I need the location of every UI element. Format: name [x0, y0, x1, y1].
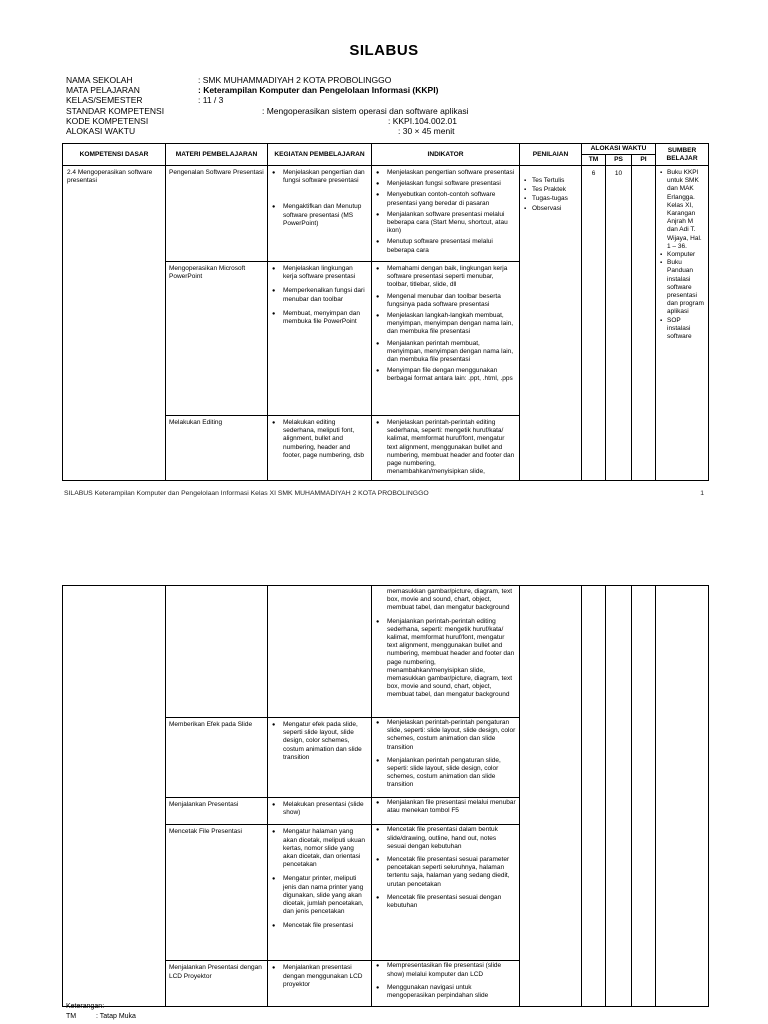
kegiatan-item: ● Melakukan presentasi (slide show): [271, 801, 368, 817]
identity-label: KELAS/SEMESTER: [66, 95, 143, 106]
kegiatan-item: ● Menjelaskan pengertian dan fungsi software presentasi: [271, 169, 368, 185]
indikator-item: ● Menjalankan software presentasi melalui beberapa cara (Start Menu, shortcut, atau ikon): [375, 211, 516, 236]
notes-tm-value: : Tatap Muka: [96, 1013, 136, 1020]
indikator-item: ● Menjelaskan perintah-perintah pengaturan slide, seperti: slide layout, slide design, color schemes, costum animation dan slide transition: [375, 719, 516, 752]
header-alokasi-waktu: ALOKASI WAKTU: [582, 144, 656, 155]
materi-text: Mengoperasikan Microsoft PowerPoint: [169, 265, 246, 281]
document-title: SILABUS: [349, 42, 419, 59]
materi-cell: [166, 416, 268, 481]
ps-cell: [606, 586, 632, 1007]
kegiatan-item: ● Membuat, menyimpan dan membuka file PowerPoint: [271, 310, 368, 326]
identity-label: KODE KOMPETENSI: [66, 115, 149, 126]
kegiatan-cell: [268, 416, 372, 481]
indikator-cell: [372, 961, 520, 1007]
identity-label: NAMA SEKOLAH: [66, 75, 133, 85]
indikator-cell: [372, 166, 520, 262]
indikator-item: ● Mencetak file presentasi dalam bentuk slide/drawing, outline, hand out, notes sesuai dengan kebutuhan: [375, 826, 516, 851]
indikator-item: ● Menggunakan navigasi untuk mengoperasikan perpindahan slide: [375, 984, 516, 1000]
identity-value: : Mengoperasikan sistem operasi dan software aplikasi: [262, 105, 469, 116]
indikator-item: ● Menjelaskan langkah-langkah membuat, menyimpan, menyimpan dengan nama lain, dan membuka file presentasi: [375, 312, 516, 337]
indikator-list: [375, 263, 516, 384]
table-row: [63, 166, 709, 262]
header-ps: PS: [606, 155, 632, 166]
page-gap: [0, 512, 768, 570]
kegiatan-list: [271, 826, 368, 930]
identity-value: : Keterampilan Komputer dan Pengelolaan Informasi (KKPI): [198, 85, 439, 96]
sumber-belajar-cell: [656, 166, 709, 481]
indikator-list: [375, 962, 516, 1000]
indikator-list: [375, 167, 516, 255]
sumber-belajar-cell: [656, 586, 709, 1007]
kegiatan-cell: [268, 262, 372, 416]
sumber-list: [659, 167, 705, 341]
materi-cell: [166, 798, 268, 825]
kegiatan-cell: [268, 961, 372, 1007]
pi-cell: [632, 586, 656, 1007]
kegiatan-item: ● Menjalankan presentasi dengan menggunakan LCD proyektor: [271, 964, 368, 989]
penilaian-item: ▪ Tes Tertulis: [523, 177, 578, 185]
kegiatan-item: ● Mengaktifkan dan Menutup software presentasi (MS PowerPoint): [271, 203, 368, 228]
notes-tm-label: TM: [66, 1013, 77, 1020]
indikator-item: ● Menjalankan file presentasi melalui menubar atau menekan tombol F5: [375, 799, 516, 815]
kegiatan-item: ● Memperkenalkan fungsi dari menubar dan toolbar: [271, 287, 368, 303]
materi-text: Menjalankan Presentasi dengan LCD Proyektor: [169, 964, 262, 980]
kompetensi-dasar-cell: [63, 166, 166, 481]
indikator-cell: [372, 825, 520, 961]
kegiatan-cell: [268, 798, 372, 825]
materi-cell: [166, 262, 268, 416]
indikator-cell: [372, 262, 520, 416]
identity-value: : SMK MUHAMMADIYAH 2 KOTA PROBOLINGGO: [198, 75, 392, 85]
materi-text: Pengenalan Software Presentasi: [169, 169, 264, 176]
tm-value: 6: [582, 166, 606, 481]
materi-cell: [166, 166, 268, 262]
table-row: [63, 586, 709, 718]
kegiatan-item: ● Mengatur printer, meliputi jenis dan nama printer yang digunakan, slide yang akan dicetak, jumlah pencetakan, dan jenis pencetakan: [271, 875, 368, 916]
kegiatan-item: ● Mengatur efek pada slide, seperti slide layout, slide design, color schemes, costum animation dan slide transition: [271, 721, 368, 762]
kegiatan-item: ● Melakukan editing sederhana, meliputi font, alignment, bullet and numbering, header and footer, page numbering, dsb: [271, 419, 368, 460]
kegiatan-list: [271, 417, 368, 460]
kegiatan-item: ● Menjelaskan lingkungan kerja software presentasi: [271, 265, 368, 281]
sumber-item: ▪ Komputer: [659, 251, 705, 259]
penilaian-item: ▪ Tugas-tugas: [523, 195, 578, 203]
sumber-item: ▪ Buku Panduan instalasi software presentasi dan program aplikasi: [659, 259, 705, 316]
header-materi: MATERI PEMBELAJARAN: [166, 144, 268, 166]
notes-title: Keterangan:: [66, 1003, 105, 1010]
kompetensi-dasar-text: 2.4 Mengoperasikan software presentasi: [67, 169, 153, 185]
header-kompetensi-dasar: KOMPETENSI DASAR: [63, 144, 166, 166]
pi-value: [632, 166, 656, 481]
indikator-item: ● Mencetak file presentasi sesuai parameter pencetakan seperti seluruhnya, halaman tertentu saja, halaman yang sedang diedit, urutan pencetakan: [375, 856, 516, 889]
identity-label: MATA PELAJARAN: [66, 85, 140, 96]
footer-text: SILABUS Keterampilan Komputer dan Pengelolaan Informasi Kelas XI SMK MUHAMMADIYAH 2 KOTA PROBOLINGGO: [64, 490, 429, 497]
sumber-item: ▪ Buku KKPI untuk SMK dan MAK Erlangga. Kelas XI, Karangan Anjrah M dan Adi T. Wijaya, Hal. 1 – 36.: [659, 169, 705, 251]
kegiatan-cell: [268, 166, 372, 262]
kegiatan-cell: [268, 825, 372, 961]
syllabus-table-page-2: [62, 585, 709, 1007]
indikator-list: [375, 826, 516, 910]
indikator-item: ● Menjalankan perintah-perintah editing sederhana, seperti: mengetik huruf/kata/ kalimat, memformat huruf/font, mengatur text alignment, menggunakan bullet and numbering, membuat header and footer dan page numbering, menambahkan/menyisipkan slide, memasukkan gambar/picture, diagram, text box, movie and sound, chart, object, membuat tabel, dan mengatur background: [375, 618, 516, 700]
materi-cell: [166, 825, 268, 961]
indikator-item: ● Menjelaskan perintah-perintah editing sederhana, seperti: mengetik huruf/kata/ kalimat, memformat huruf/font, mengatur text alignment, menggunakan bullet and numbering, membuat header and footer dan page numbering, menambahkan/menyisipkan slide,: [375, 419, 516, 476]
indikator-item: ● Menjelaskan fungsi software presentasi: [375, 180, 516, 188]
kegiatan-list: [271, 962, 368, 989]
header-kegiatan: KEGIATAN PEMBELAJARAN: [268, 144, 372, 166]
ps-value: 10: [606, 166, 632, 481]
header-penilaian: PENILAIAN: [520, 144, 582, 166]
penilaian-cell: [520, 586, 582, 1007]
indikator-list: [375, 799, 516, 815]
kegiatan-item: ● Mengatur halaman yang akan dicetak, meliputi ukuan kertas, nomor slide yang akan dicetak, dan orientasi pencetakan: [271, 828, 368, 869]
identity-label: ALOKASI WAKTU: [66, 125, 136, 136]
kegiatan-list: [271, 719, 368, 762]
materi-text: Menjalankan Presentasi: [169, 801, 239, 808]
notes-block: [66, 1002, 136, 1022]
page-2: [0, 570, 768, 1024]
materi-text: Melakukan Editing: [169, 419, 223, 426]
indikator-item: ● Memahami dengan baik, lingkungan kerja software presentasi seperti menubar, toolbar, titlebar, slide, dll: [375, 265, 516, 290]
materi-text: Mencetak File Presentasi: [169, 828, 242, 836]
indikator-item: ● Mengenal menubar dan toolbar beserta fungsinya pada software presentasi: [375, 293, 516, 309]
identity-label: STANDAR KOMPETENSI: [66, 105, 165, 116]
indikator-list: [375, 417, 516, 476]
materi-cell: [166, 586, 268, 718]
sumber-item: ▪ SOP instalasi software: [659, 317, 705, 342]
kegiatan-item: ● Mencetak file presentasi: [271, 922, 368, 930]
header-sumber-belajar: SUMBER BELAJAR: [656, 144, 709, 166]
indikator-item: ● Menjalankan perintah membuat, menyimpan, menyimpan dengan nama lain, dan membuka file presentasi: [375, 340, 516, 365]
penilaian-cell: [520, 166, 582, 481]
indikator-item: ● Menjelaskan pengertian software presentasi: [375, 169, 516, 177]
indikator-item: ● Mempresentasikan file presentasi (slide show) melalui komputer dan LCD: [375, 962, 516, 978]
kegiatan-list: [271, 263, 368, 326]
indikator-cell: [372, 718, 520, 798]
kompetensi-dasar-cell: [63, 586, 166, 1007]
penilaian-item: ▪ Observasi: [523, 205, 578, 213]
kegiatan-cell: [268, 718, 372, 798]
header-indikator: INDIKATOR: [372, 144, 520, 166]
indikator-cell: [372, 416, 520, 481]
kegiatan-list: [271, 799, 368, 817]
identity-value: : KKPI.104.002.01: [388, 115, 457, 126]
syllabus-table-page-1: [62, 143, 709, 481]
page-number: 1: [700, 490, 704, 497]
tm-cell: [582, 586, 606, 1007]
identity-value: : 30 × 45 menit: [398, 125, 455, 136]
identity-value: : 11 / 3: [198, 95, 224, 106]
indikator-cell: [372, 586, 520, 718]
materi-cell: [166, 718, 268, 798]
indikator-item: ● Mencetak file presentasi sesuai dengan kebutuhan: [375, 894, 516, 910]
indikator-item: ● Menyimpan file dengan menggunakan berbagai format antara lain: .ppt, .html, .pps: [375, 367, 516, 383]
header-tm: TM: [582, 155, 606, 166]
penilaian-list: [523, 167, 578, 213]
indikator-item: ● Menyebutkan contoh-contoh software presentasi yang beredar di pasaran: [375, 191, 516, 207]
page-footer: [64, 490, 704, 497]
materi-text: Memberikan Efek pada Slide: [169, 721, 253, 728]
indikator-item: ● Menjalankan perintah pengaturan slide, seperti: slide layout, slide design, color schemes, costum animation dan slide transition: [375, 757, 516, 790]
indikator-list: [375, 618, 516, 700]
indikator-item: ● Menutup software presentasi melalui beberapa cara: [375, 238, 516, 254]
penilaian-item: ▪ Tes Praktek: [523, 186, 578, 194]
kegiatan-list: [271, 167, 368, 228]
indikator-continued: memasukkan gambar/picture, diagram, text box, movie and sound, chart, object, membuat tabel, dan mengatur background: [387, 588, 512, 612]
indikator-cell: [372, 798, 520, 825]
materi-cell: [166, 961, 268, 1007]
header-pi: PI: [632, 155, 656, 166]
indikator-list: [375, 719, 516, 790]
kegiatan-cell: [268, 586, 372, 718]
